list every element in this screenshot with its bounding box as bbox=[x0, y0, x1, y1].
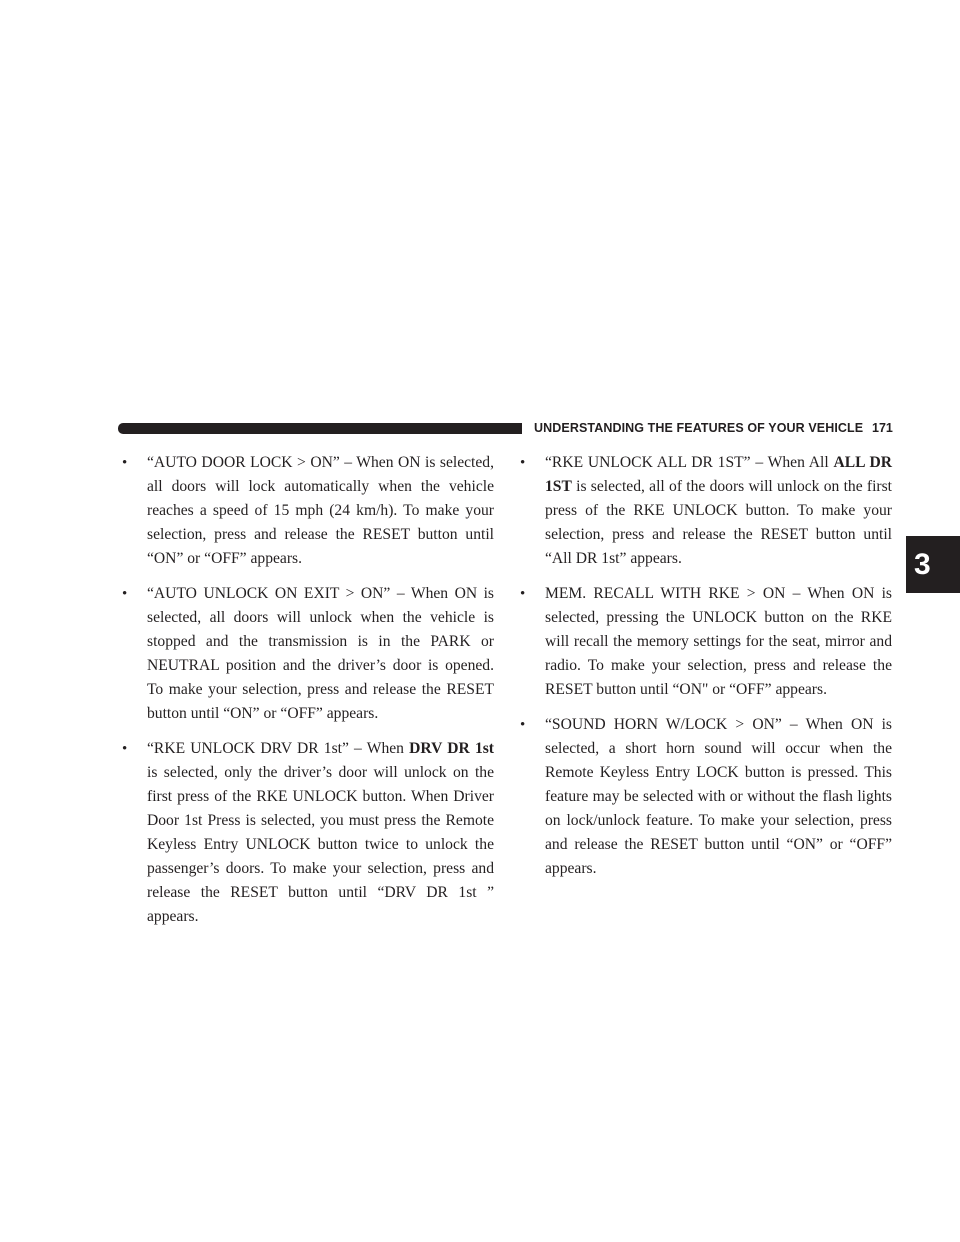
left-column bbox=[122, 451, 494, 940]
header-rule bbox=[118, 423, 522, 434]
item-text: “AUTO DOOR LOCK > ON” – When ON is selected, all doors will lock automatically when the vehicle reaches a speed of 15 mph (24 km/h). To make your selection, press and release the RESET button until “ON” or “OFF” appears. bbox=[147, 454, 494, 567]
item-text-rest: is selected, only the driver’s door will unlock on the first press of the RKE UNLOCK button. When Driver Door 1st Press is selected, you must press the Remote Keyless Entry UNLOCK button twice to unlock the passenger’s doors. To make your selection, press and release the RESET button until “DRV DR 1st ” appears. bbox=[147, 764, 494, 925]
item-text-lead: “RKE UNLOCK ALL DR 1ST” – When All bbox=[545, 454, 834, 471]
list-item-auto-door-lock bbox=[122, 451, 494, 571]
item-text-rest: is selected, all of the doors will unlock on the first press of the RKE UNLOCK button. To make your selection, press and release the RESET button until “All DR 1st” appears. bbox=[545, 478, 892, 567]
chapter-tab: 3 bbox=[906, 536, 960, 593]
list-item-rke-unlock-drv-dr bbox=[122, 737, 494, 929]
item-text: “AUTO UNLOCK ON EXIT > ON” – When ON is selected, all doors will unlock when the vehicle is stopped and the transmission is in the PARK or NEUTRAL position and the driver’s door is opened. To make your selection, press and release the RESET button until “ON” or “OFF” appears. bbox=[147, 585, 494, 722]
bullet-icon: • bbox=[122, 586, 128, 602]
bullet-icon: • bbox=[520, 717, 526, 733]
list-item-mem-recall-with-rke bbox=[520, 582, 892, 702]
list-item-auto-unlock-on-exit bbox=[122, 582, 494, 726]
item-text: “SOUND HORN W/LOCK > ON” – When ON is selected, a short horn sound will occur when the Remote Keyless Entry LOCK button is pressed. This feature may be selected with or without the flash lights on lock/unlock feature. To make your selection, press and release the RESET button until “ON” or “OFF” appears. bbox=[545, 716, 892, 877]
bullet-icon: • bbox=[122, 455, 128, 471]
item-text-lead: “RKE UNLOCK DRV DR 1st” – When bbox=[147, 740, 410, 757]
right-column bbox=[520, 451, 892, 892]
bullet-icon: • bbox=[520, 586, 526, 602]
page-number: 171 bbox=[872, 421, 893, 435]
item-text-bold: ALL DR 1ST bbox=[545, 454, 892, 495]
bullet-icon: • bbox=[122, 741, 128, 757]
item-text-bold: DRV DR 1st bbox=[409, 740, 494, 757]
running-header-title: UNDERSTANDING THE FEATURES OF YOUR VEHICLE bbox=[534, 421, 864, 435]
item-text: MEM. RECALL WITH RKE > ON – When ON is selected, pressing the UNLOCK button on the RKE will recall the memory settings for the seat, mirror and radio. To make your selection, press and release the RESET button until “ON" or “OFF” appears. bbox=[545, 585, 892, 698]
bullet-icon: • bbox=[520, 455, 526, 471]
list-item-sound-horn-w-lock bbox=[520, 713, 892, 881]
list-item-rke-unlock-all-dr bbox=[520, 451, 892, 571]
